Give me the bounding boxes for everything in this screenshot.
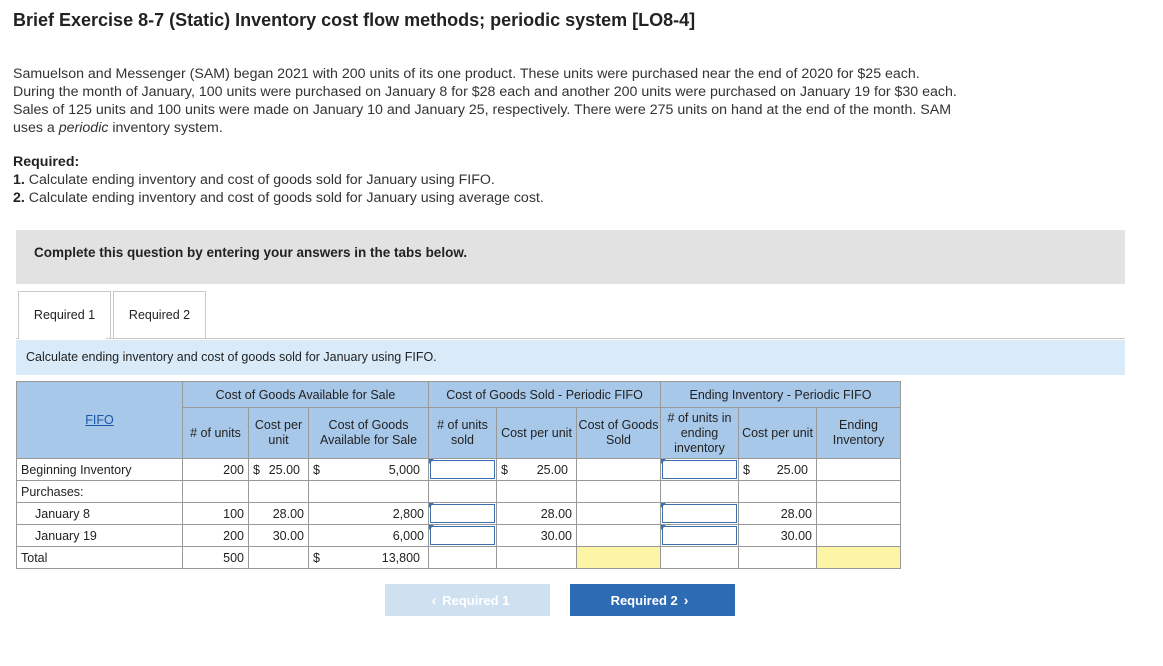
empty-cell: [661, 481, 739, 503]
table-row-purchases: [17, 481, 901, 503]
jan19-ending-cost-per-unit: 30.00: [739, 525, 817, 547]
empty-cell: [577, 481, 661, 503]
beginning-sold-cost-value: 25.00: [536, 462, 568, 477]
empty-cell: [249, 481, 309, 503]
jan8-cogs-cell: [577, 503, 661, 525]
required-item-2-text: Calculate ending inventory and cost of goods sold for January using average cost.: [28, 190, 544, 206]
tab-prompt-text: Calculate ending inventory and cost of goods sold for January using FIFO.: [26, 350, 437, 364]
table-row-jan19: [17, 525, 901, 547]
empty-cell: [661, 547, 739, 569]
required-item-2: [13, 190, 544, 206]
beginning-end-cost-value: 25.00: [776, 462, 808, 477]
page-title: Brief Exercise 8-7 (Static) Inventory cost flow methods; periodic system [LO8-4]: [13, 10, 696, 30]
instruction-banner: [16, 230, 1125, 284]
tab-divider: [16, 338, 1125, 339]
problem-text-1: Samuelson and Messenger (SAM) began 2021 with 200 units of its one product. These units were purchased near the end of 2020 for $25 each. During the month of January, 100 units were purchased on January 8 for $28 each and another 200 units were purchased on January 19 for $30 each. Sales of 125 units and 100 units were made on January 10 and January 25, respectively. There were 275 units on hand at the end of the month. SAM uses a: [13, 66, 957, 136]
col-header-units-sold: # of units sold: [429, 408, 497, 459]
prev-required-1-button[interactable]: [385, 584, 550, 616]
empty-cell: [497, 547, 577, 569]
col-header-units: # of units: [183, 408, 249, 459]
beginning-units: 200: [183, 459, 249, 481]
col-header-cost-per-unit: Cost per unit: [249, 408, 309, 459]
col-header-units-ending: # of units in ending inventory: [661, 408, 739, 459]
fifo-table: [16, 381, 901, 569]
jan19-cogs-cell: [577, 525, 661, 547]
tab-required-2[interactable]: Required 2: [113, 291, 206, 338]
beginning-cost-available: [309, 459, 429, 481]
empty-cell: [497, 481, 577, 503]
empty-cell: [429, 481, 497, 503]
jan19-cost-per-unit: 30.00: [249, 525, 309, 547]
prev-button-label: Required 1: [442, 592, 510, 608]
row-label-jan8: January 8: [17, 503, 183, 525]
beginning-cogs-cell: [577, 459, 661, 481]
beginning-ending-cost-per-unit: [739, 459, 817, 481]
table-row-total: [17, 547, 901, 569]
col-header-ending-inventory: Ending Inventory: [817, 408, 901, 459]
required-heading: Required:: [13, 154, 80, 170]
jan8-sold-cost-per-unit: 28.00: [497, 503, 577, 525]
empty-cell: [309, 481, 429, 503]
chevron-right-icon: ›: [683, 592, 689, 608]
fifo-link[interactable]: FIFO: [85, 413, 114, 427]
jan19-units-ending-input[interactable]: [661, 525, 739, 547]
next-button-label: Required 2: [610, 592, 678, 608]
jan19-units: 200: [183, 525, 249, 547]
problem-statement: [13, 65, 963, 137]
empty-cell: [739, 481, 817, 503]
jan19-sold-cost-per-unit: 30.00: [497, 525, 577, 547]
col-header-cogs: Cost of Goods Sold: [577, 408, 661, 459]
empty-cell: [183, 481, 249, 503]
empty-cell: [739, 547, 817, 569]
total-avail-value: 13,800: [381, 550, 420, 565]
beginning-cost-per-unit: [249, 459, 309, 481]
row-label-jan19: January 19: [17, 525, 183, 547]
dollar-sign: $: [743, 462, 750, 477]
jan8-units-ending-input[interactable]: [661, 503, 739, 525]
fifo-header-cell: [17, 382, 183, 459]
group-header-sold: Cost of Goods Sold - Periodic FIFO: [429, 382, 661, 408]
jan19-cost-available: 6,000: [309, 525, 429, 547]
table-row-jan8: [17, 503, 901, 525]
jan8-units-sold-input[interactable]: [429, 503, 497, 525]
beginning-ending-inventory-cell: [817, 459, 901, 481]
required-item-1-number: 1.: [13, 172, 25, 188]
total-ending-inventory-cell: [817, 547, 901, 569]
total-cogs-cell: [577, 547, 661, 569]
beginning-units-sold-input[interactable]: [429, 459, 497, 481]
jan8-ending-cost-per-unit: 28.00: [739, 503, 817, 525]
tab-prompt: [16, 340, 1125, 375]
total-units: 500: [183, 547, 249, 569]
required-item-2-number: 2.: [13, 190, 25, 206]
instruction-text: Complete this question by entering your answers in the tabs below.: [34, 245, 468, 260]
beginning-cost-value: 25.00: [268, 462, 300, 477]
jan19-units-sold-input[interactable]: [429, 525, 497, 547]
chevron-left-icon: ‹: [431, 592, 437, 608]
table-row-beginning: [17, 459, 901, 481]
total-cost-available: [309, 547, 429, 569]
empty-cell: [429, 547, 497, 569]
empty-cell: [817, 481, 901, 503]
problem-text-italic: periodic: [58, 120, 109, 136]
active-tab-gap: [19, 337, 106, 339]
jan19-ending-inventory-cell: [817, 525, 901, 547]
required-item-1: [13, 172, 495, 188]
problem-text-2: inventory system.: [108, 120, 223, 136]
jan8-cost-per-unit: 28.00: [249, 503, 309, 525]
col-header-cost-available: Cost of Goods Available for Sale: [309, 408, 429, 459]
required-item-1-text: Calculate ending inventory and cost of goods sold for January using FIFO.: [28, 172, 495, 188]
col-header-ending-cost-per-unit: Cost per unit: [739, 408, 817, 459]
dollar-sign: $: [253, 462, 260, 477]
beginning-units-ending-input[interactable]: [661, 459, 739, 481]
jan8-cost-available: 2,800: [309, 503, 429, 525]
dollar-sign: $: [313, 550, 320, 565]
beginning-sold-cost-per-unit: [497, 459, 577, 481]
col-header-sold-cost-per-unit: Cost per unit: [497, 408, 577, 459]
row-label-total: Total: [17, 547, 183, 569]
tab-required-1[interactable]: Required 1: [18, 291, 111, 338]
jan8-ending-inventory-cell: [817, 503, 901, 525]
group-header-available: Cost of Goods Available for Sale: [183, 382, 429, 408]
group-header-ending: Ending Inventory - Periodic FIFO: [661, 382, 901, 408]
beginning-avail-value: 5,000: [388, 462, 420, 477]
row-label-purchases: Purchases:: [17, 481, 183, 503]
row-label-beginning: Beginning Inventory: [17, 459, 183, 481]
dollar-sign: $: [313, 462, 320, 477]
dollar-sign: $: [501, 462, 508, 477]
empty-cell: [249, 547, 309, 569]
jan8-units: 100: [183, 503, 249, 525]
next-required-2-button[interactable]: [570, 584, 735, 616]
